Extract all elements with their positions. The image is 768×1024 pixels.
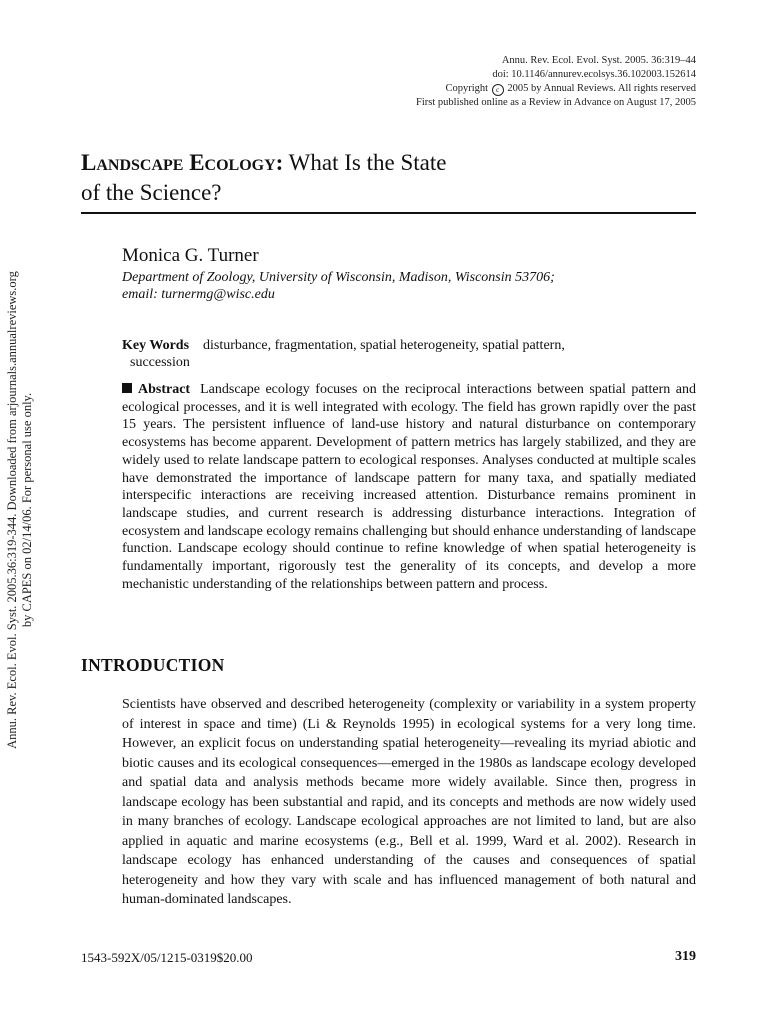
author-affiliation-block: [122, 269, 696, 303]
section-heading-introduction: INTRODUCTION: [81, 655, 225, 675]
article-code: 1543-592X/05/1215-0319$20.00: [81, 950, 253, 965]
title-rule: [81, 212, 696, 214]
key-words-line-1: disturbance, fragmentation, spatial heterogeneity, spatial pattern,: [203, 338, 565, 353]
title-line-2: of the Science?: [81, 180, 222, 205]
page-number: 319: [675, 949, 696, 964]
download-watermark: [5, 260, 35, 760]
title-line-1: [81, 148, 696, 178]
article-title: [81, 148, 696, 208]
copyright-symbol: c: [492, 84, 504, 96]
abstract: [122, 381, 696, 593]
title-small-caps: Landscape Ecology: [81, 150, 276, 175]
author-name: Monica G. Turner: [122, 245, 259, 266]
title-rest: What Is the State: [283, 150, 447, 175]
title-colon: :: [275, 150, 284, 175]
download-note-line-1: Annu. Rev. Ecol. Evol. Syst. 2005.36:319-344. Downloaded from arjournals.annualreviews.org: [5, 271, 19, 749]
copyright-label: Copyright: [445, 83, 489, 94]
journal-citation: Annu. Rev. Ecol. Evol. Syst. 2005. 36:319–44: [501, 55, 696, 66]
journal-header: [416, 54, 696, 110]
copyright-text: 2005 by Annual Reviews. All rights reserved: [507, 83, 696, 94]
copyright-line: [416, 82, 696, 96]
doi: doi: 10.1146/annurev.ecolsys.36.102003.152614: [492, 69, 696, 80]
square-bullet-icon: [122, 383, 132, 393]
introduction-paragraph: Scientists have observed and described heterogeneity (complexity or variability in a system property of interest in space and time) (Li & Reynolds 1995) in ecological systems for a very long time. However, an explicit focus on understanding spatial heterogeneity—revealing its myriad abiotic and biotic causes and its ecological consequences—emerged in the 1980s as landscape ecology developed and spatial data and analysis methods became more widely available. Since then, progress in landscape ecology has been substantial and rapid, and its concepts and methods are now widely used in many branches of ecology. Landscape ecological approaches are not limited to land, but are also applied in aquatic and marine ecosystems (e.g., Bell et al. 1999, Ward et al. 2002). Research in landscape ecology has enhanced understanding of the causes and consequences of spatial heterogeneity and how they vary with scale and has influenced management of both natural and human-dominated landscapes.: [122, 697, 696, 907]
key-words: [122, 337, 696, 371]
abstract-label: Abstract: [138, 382, 191, 397]
author-email: email: turnermg@wisc.edu: [122, 287, 275, 302]
download-note-line-2: by CAPES on 02/14/06. For personal use only.: [20, 392, 34, 628]
key-words-label: Key Words: [122, 338, 190, 353]
published-date: First published online as a Review in Advance on August 17, 2005: [416, 97, 696, 108]
author-affiliation: Department of Zoology, University of Wisconsin, Madison, Wisconsin 53706;: [122, 270, 555, 285]
key-words-line-2: succession: [130, 355, 190, 370]
abstract-text: Landscape ecology focuses on the reciprocal interactions between spatial pattern and ecological processes, and it is well integrated with ecology. The field has grown rapidly over the past 15 years. The persistent influence of land-use history and natural disturbance on contemporary ecosystems has become apparent. Development of pattern metrics has largely stabilized, and they are widely used to relate landscape pattern to ecological responses. Analyses conducted at multiple scales have demonstrated the importance of landscape pattern for many taxa, and spatially mediated interspecific interactions are receiving increased attention. Disturbance remains prominent in landscape studies, and current research is addressing disturbance interactions. Integration of ecosystem and landscape ecology remains challenging but should enhance understanding of landscape function. Landscape ecology should continue to refine knowledge of when spatial heterogeneity is fundamentally important, rigorously test the generality of its concepts, and develop a more mechanistic understanding of the relationships between pattern and process.: [122, 382, 696, 592]
